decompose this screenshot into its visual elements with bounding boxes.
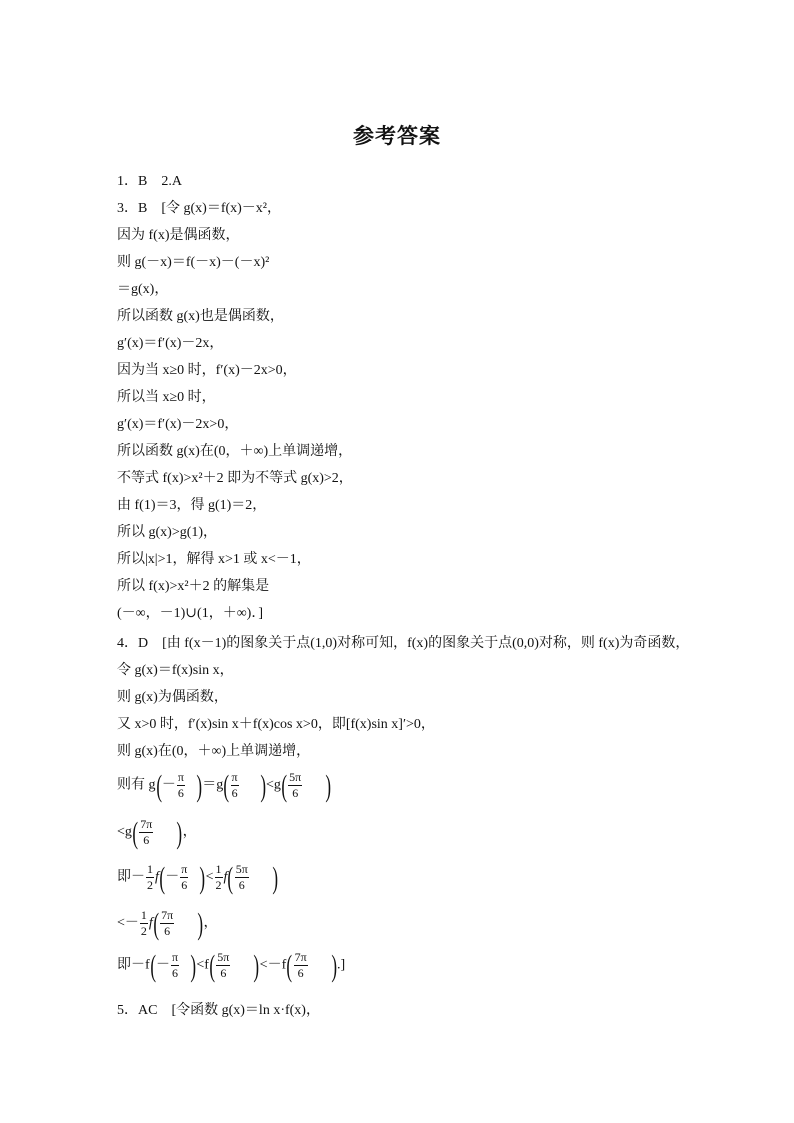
formula-line [117, 950, 345, 994]
fraction-numerator: 5π [217, 950, 230, 964]
fraction-numerator: π [231, 770, 238, 784]
answer-line: g′(x)＝f′(x)－2x， [117, 336, 224, 351]
paren-open: ( [149, 948, 156, 983]
fraction-denominator: 6 [164, 924, 171, 938]
answer-line: 所以 g(x)>g(1)， [117, 525, 218, 540]
answer-line: g′(x)＝f′(x)－2x>0， [117, 417, 239, 432]
fraction-denominator: 6 [143, 833, 150, 847]
fraction-numerator: 7π [294, 950, 307, 964]
paren-close: ) [330, 948, 337, 983]
fraction-numerator: 1 [147, 862, 153, 876]
fraction-numerator: 5π [235, 862, 248, 876]
formula-text: 即－ [117, 869, 145, 885]
formula-text: 则有 g [117, 777, 156, 793]
fraction-denominator: 2 [140, 924, 147, 938]
formula-line [117, 908, 218, 952]
answer-line: (－∞，－1)∪(1，＋∞)．] [117, 606, 264, 621]
answer-line: 因为 f(x)是偶函数， [117, 228, 240, 243]
fraction-denominator: 6 [238, 878, 245, 892]
formula-text: <－f [259, 957, 287, 973]
fraction [288, 770, 302, 801]
paren-close: ) [196, 768, 202, 803]
paren-close: ) [176, 815, 183, 850]
paren-close: ) [199, 860, 206, 895]
answer-line: 5．AC [令函数 g(x)＝ln x·f(x)， [117, 1003, 320, 1018]
paren-open: ( [286, 948, 293, 983]
fraction-denominator: 6 [181, 878, 188, 892]
paren-close: ) [190, 948, 197, 983]
formula-text: f [148, 915, 153, 931]
formula-text: <－ [117, 915, 139, 931]
paren-open: ( [155, 768, 162, 803]
formula-line [117, 862, 278, 906]
paren-open: ( [281, 768, 287, 803]
answer-line: ＝g(x)， [117, 282, 169, 297]
formula-line [117, 817, 197, 861]
fraction-numerator: 1 [215, 862, 222, 876]
paren-open: ( [159, 860, 165, 895]
fraction-denominator: 6 [172, 966, 179, 980]
fraction-numerator: π [172, 950, 179, 964]
answer-line: 所以当 x≥0 时， [117, 390, 216, 405]
formula-text: ＝g [202, 777, 224, 793]
fraction-numerator: π [181, 862, 188, 876]
fraction-denominator: 2 [215, 878, 222, 892]
fraction [180, 862, 188, 893]
fraction [215, 862, 223, 893]
formula-text: .] [336, 957, 346, 973]
answer-line: 则 g(x)为偶函数， [117, 690, 228, 705]
paren-open: ( [209, 948, 215, 983]
fraction-numerator: π [177, 770, 184, 784]
page-title: 参考答案 [353, 124, 441, 148]
fraction [231, 770, 239, 801]
fraction-denominator: 2 [147, 878, 153, 892]
formula-text: ， [182, 824, 197, 840]
answer-line: 所以函数 g(x)在(0，＋∞)上单调递增， [117, 444, 353, 459]
answer-line: 令 g(x)＝f(x)sin x， [117, 663, 234, 678]
fraction [140, 908, 148, 939]
formula-text: <g [265, 777, 281, 793]
answer-line: 所以|x|>1，解得 x>1 或 x<－1， [117, 552, 311, 567]
fraction [171, 950, 179, 981]
answer-line: 1．B 2.A [117, 174, 182, 189]
answer-line: 不等式 f(x)>x²＋2 即为不等式 g(x)>2， [117, 471, 353, 486]
answer-line: 又 x>0 时，f′(x)sin x＋f(x)cos x>0，即[f(x)sin x]′>0， [117, 717, 435, 732]
formula-text: <f [196, 957, 209, 973]
formula-text: < [205, 869, 214, 885]
fraction [146, 862, 154, 893]
fraction-denominator: 6 [177, 786, 184, 800]
formula-text: － [165, 869, 180, 885]
fraction [235, 862, 249, 893]
formula-text: － [156, 957, 170, 973]
paren-close: ) [325, 768, 332, 803]
answer-line: 4．D [由 f(x－1)的图象关于点(1,0)对称可知，f(x)的图象关于点(0,0)对称，则 f(x)为奇函数， [117, 636, 690, 651]
paren-close: ) [253, 948, 260, 983]
formula-text: ， [203, 915, 218, 931]
paren-open: ( [132, 815, 138, 850]
fraction-numerator: 7π [140, 817, 153, 831]
paren-close: ) [272, 860, 278, 895]
formula-line [117, 770, 332, 814]
fraction [177, 770, 185, 801]
paren-open: ( [227, 860, 234, 895]
formula-text: － [161, 777, 176, 793]
answer-line: 所以函数 g(x)也是偶函数， [117, 309, 284, 324]
fraction-denominator: 6 [231, 786, 238, 800]
paren-close: ) [197, 906, 204, 941]
answer-line: 所以 f(x)>x²＋2 的解集是 [117, 579, 270, 594]
formula-text: f [155, 869, 159, 885]
paren-close: ) [259, 768, 266, 803]
fraction-numerator: 5π [289, 770, 302, 784]
fraction-numerator: 7π [161, 908, 174, 922]
fraction [139, 817, 153, 848]
fraction [216, 950, 230, 981]
answer-line: 由 f(1)＝3，得 g(1)＝2， [117, 498, 267, 513]
paren-open: ( [153, 906, 159, 941]
formula-text: 即－f [117, 957, 150, 973]
formula-text: f [223, 869, 228, 885]
paren-open: ( [223, 768, 230, 803]
answer-line: 3．B [令 g(x)＝f(x)－x²， [117, 201, 282, 216]
fraction-denominator: 6 [297, 966, 304, 980]
fraction-numerator: 1 [140, 908, 147, 922]
answer-line: 则 g(x)在(0，＋∞)上单调递增， [117, 744, 311, 759]
answer-line: 则 g(－x)＝f(－x)－(－x)² [117, 255, 270, 270]
answer-line: 因为当 x≥0 时，f′(x)－2x>0， [117, 363, 297, 378]
formula-text: <g [117, 824, 132, 840]
fraction-denominator: 6 [220, 966, 227, 980]
fraction [294, 950, 308, 981]
fraction [160, 908, 174, 939]
fraction-denominator: 6 [292, 786, 299, 800]
